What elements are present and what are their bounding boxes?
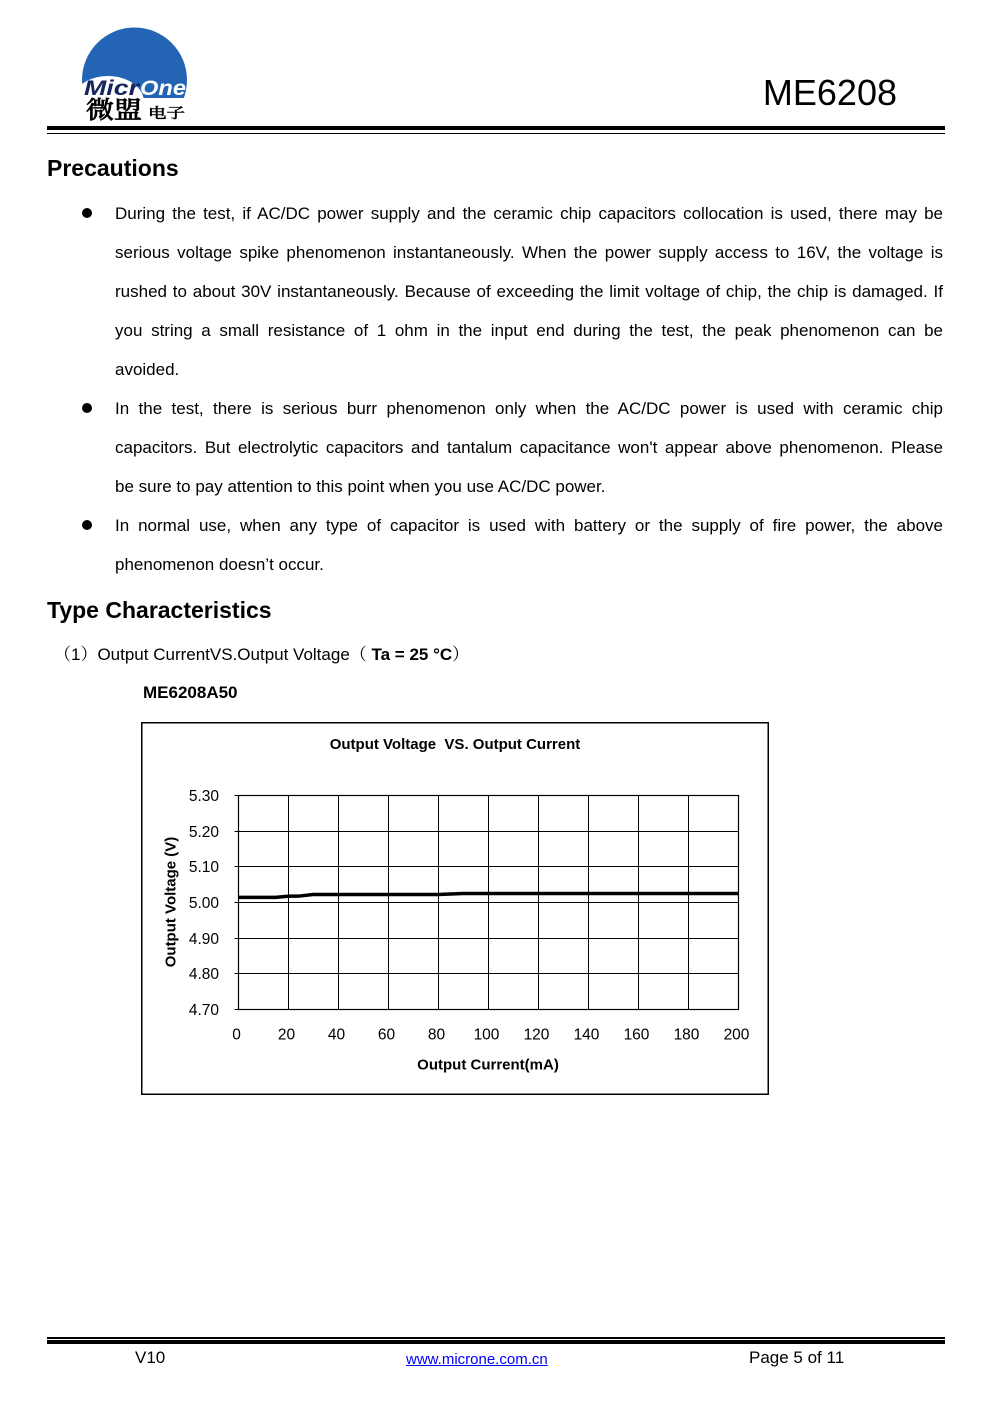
y-tick-label: 4.90	[188, 931, 219, 948]
y-tick-label: 5.30	[188, 788, 219, 805]
precaution-line: rushed to about 30V instantaneously. Because of exceeding the limit voltage of chip, the chip is damaged. If	[115, 282, 943, 301]
y-tick-label: 5.20	[188, 824, 219, 841]
website-link[interactable]: www.microne.com.cn	[406, 1351, 548, 1368]
precaution-line: capacitors. But electrolytic capacitors and tantalum capacitance won't appear above phenomenon. Please	[115, 438, 943, 457]
part-number: ME6208	[762, 72, 897, 113]
logo-name-right: One	[140, 77, 187, 100]
precaution-item	[115, 194, 943, 389]
precautions-heading: Precautions	[47, 155, 179, 181]
bullet-icon	[82, 520, 92, 530]
version-label: V10	[135, 1348, 166, 1367]
precautions-list	[115, 194, 943, 584]
footer-rule-thick	[47, 1340, 945, 1344]
x-tick-label: 100	[473, 1026, 500, 1044]
x-tick-label: 0	[232, 1026, 241, 1044]
caption-condition: Ta = 25 °C	[371, 645, 453, 664]
page-number: Page 5 of 11	[749, 1348, 845, 1367]
x-tick-label: 180	[673, 1026, 700, 1044]
x-axis-label: Output Current(mA)	[417, 1056, 559, 1074]
precaution-line: In the test, there is serious burr phenomenon only when the AC/DC power is used with ceramic chip	[115, 399, 943, 418]
type-characteristics-heading: Type Characteristics	[47, 597, 272, 623]
caption-suffix: ）	[452, 645, 470, 664]
precaution-item	[115, 389, 943, 506]
chart-title: Output Voltage VS. Output Current	[329, 736, 581, 753]
y-tick-label: 4.70	[188, 1002, 219, 1019]
x-tick-label: 40	[327, 1026, 346, 1044]
bullet-icon	[82, 208, 92, 218]
figure-caption	[54, 645, 469, 665]
y-tick-label: 4.80	[188, 966, 219, 983]
logo-name-left: Micr	[84, 77, 142, 100]
logo-cjk-main: 微盟	[86, 96, 142, 124]
precaution-line: phenomenon doesn’t occur.	[115, 555, 324, 574]
precaution-line: you string a small resistance of 1 ohm in the input end during the test, the peak phenomenon can be	[115, 321, 943, 340]
header-rule-thin	[47, 133, 945, 135]
header-rule-thick	[47, 126, 945, 130]
bullet-icon	[82, 403, 92, 413]
logo-cjk-sub: 电子	[148, 106, 176, 122]
precaution-line: In normal use, when any type of capacitor is used with battery or the supply of fire power, the above	[115, 516, 943, 535]
caption-text: （1）Output CurrentVS.Output Voltage（	[54, 645, 372, 664]
x-tick-label: 80	[427, 1026, 446, 1044]
x-tick-label: 20	[277, 1026, 296, 1044]
x-tick-label: 140	[573, 1026, 600, 1044]
x-tick-label: 200	[723, 1026, 750, 1044]
x-tick-label: 120	[523, 1026, 550, 1044]
precaution-line: avoided.	[115, 360, 180, 379]
y-axis-label: Output Voltage (V)	[162, 836, 180, 968]
x-tick-label: 60	[377, 1026, 396, 1044]
precaution-line: During the test, if AC/DC power supply and the ceramic chip capacitors collocation is used, there may be	[115, 204, 943, 223]
y-tick-label: 5.10	[188, 859, 219, 876]
output-voltage-chart	[141, 722, 769, 1095]
precaution-line: be sure to pay attention to this point when you use AC/DC power.	[115, 477, 606, 496]
y-tick-label: 5.00	[188, 895, 219, 912]
precaution-item	[115, 506, 943, 584]
precaution-line: serious voltage spike phenomenon instantaneously. When the power supply access to 16V, the voltage is	[115, 243, 943, 262]
device-label: ME6208A50	[143, 683, 238, 702]
footer-rule-thin	[47, 1337, 945, 1339]
company-logo	[78, 24, 194, 124]
x-tick-label: 160	[623, 1026, 650, 1044]
